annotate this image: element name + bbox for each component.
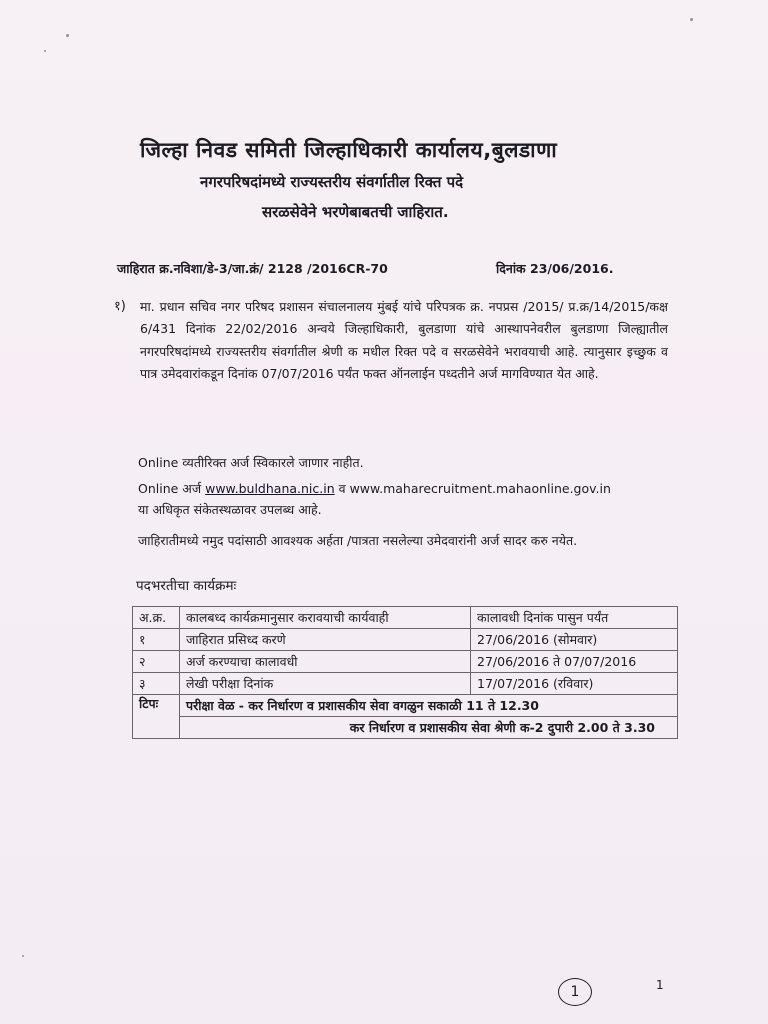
note-row — [133, 717, 678, 739]
row-activity: जाहिरात प्रसिध्द करणे — [180, 629, 471, 651]
main-paragraph: मा. प्रधान सचिव नगर परिषद प्रशासन संचालनालय मुंबई यांचे परिपत्रक क्र. नपप्रस /2015/ प्र.क्र/14/2015/कक्ष 6/431 दिनांक 22/02/2016 अन्वये जिल्हाधिकारी, बुलडाणा यांचे आस्थापनेवरील बुलडाणा जिल्ह्यातील नगरपरिषदांमध्ये राज्यस्तरीय संवर्गातील श्रेणी क मधील रिक्त पदे व सरळसेवेने भरावयाची आहे. त्यानुसार इच्छुक व पात्र उमेदवारांकडून दिनांक 07/07/2016 पर्यंत फक्त ऑनलाईन पध्दतीने अर्ज मागविण्यात येत आहे. — [140, 299, 668, 381]
row-number: २ — [133, 651, 180, 673]
exam-time-line-1: परीक्षा वेळ - कर निर्धारण व प्रशासकीय सेवा वगळुन सकाळी 11 ते 12.30 — [180, 695, 678, 717]
reference-number: जाहिरात क्र.नविशा/डे-3/जा.क्रं/ 2128 /2016CR-70 — [117, 261, 388, 276]
scan-speck — [690, 18, 693, 21]
row-date: 17/07/2016 (रविवार) — [471, 673, 678, 695]
subject-line-1: नगरपरिषदांमध्ये राज्यस्तरीय संवर्गातील रिक्त पदे — [200, 173, 464, 191]
link-joiner: व — [338, 481, 346, 496]
paragraph-number: १) — [114, 299, 126, 314]
table-row — [133, 629, 678, 651]
online-application-line — [138, 478, 668, 520]
handwritten-circled-number: 1 — [558, 978, 592, 1006]
page-number: 1 — [656, 978, 664, 992]
online-suffix: या अधिकृत संकेतस्थळावर उपलब्ध आहे. — [138, 502, 322, 517]
column-header: कालावधी दिनांक पासुन पर्यंत — [471, 607, 678, 629]
note-label: टिपः — [133, 695, 180, 739]
row-activity: अर्ज करण्याचा कालावधी — [180, 651, 471, 673]
table-row — [133, 673, 678, 695]
scan-speck — [66, 34, 69, 37]
eligibility-note: जाहिरातीमध्ये नमुद पदांसाठी आवश्यक अर्हता /पात्रता नसलेल्या उमेदवारांनी अर्ज सादर करु नयेत. — [138, 533, 578, 548]
row-activity: लेखी परीक्षा दिनांक — [180, 673, 471, 695]
online-prefix: Online अर्ज — [138, 481, 202, 496]
reference-date: दिनांक 23/06/2016. — [496, 261, 614, 276]
scan-speck — [22, 955, 24, 957]
schedule-table — [132, 606, 678, 739]
exam-time-line-2: कर निर्धारण व प्रशासकीय सेवा श्रेणी क-2 दुपारी 2.00 ते 3.30 — [180, 717, 678, 739]
row-number: १ — [133, 629, 180, 651]
note-row — [133, 695, 678, 717]
table-header-row — [133, 607, 678, 629]
office-title: जिल्हा निवड समिती जिल्हाधिकारी कार्यालय,बुलडाणा — [140, 138, 558, 162]
online-only-note: Online व्यतीरिक्त अर्ज स्विकारले जाणार नाहीत. — [138, 455, 364, 470]
table-row — [133, 651, 678, 673]
column-header: कालबध्द कार्यक्रमानुसार करावयाची कार्यवाही — [180, 607, 471, 629]
scan-speck — [44, 50, 46, 52]
subject-line-2: सरळसेवेने भरणेबाबतची जाहिरात. — [262, 203, 449, 221]
buldhana-link[interactable]: www.buldhana.nic.in — [205, 481, 335, 496]
row-date: 27/06/2016 ते 07/07/2016 — [471, 651, 678, 673]
maharecruitment-link[interactable]: www.maharecruitment.mahaonline.gov.in — [349, 481, 611, 496]
column-header: अ.क्र. — [133, 607, 180, 629]
schedule-heading: पदभरतीचा कार्यक्रमः — [136, 578, 237, 594]
row-date: 27/06/2016 (सोमवार) — [471, 629, 678, 651]
row-number: ३ — [133, 673, 180, 695]
